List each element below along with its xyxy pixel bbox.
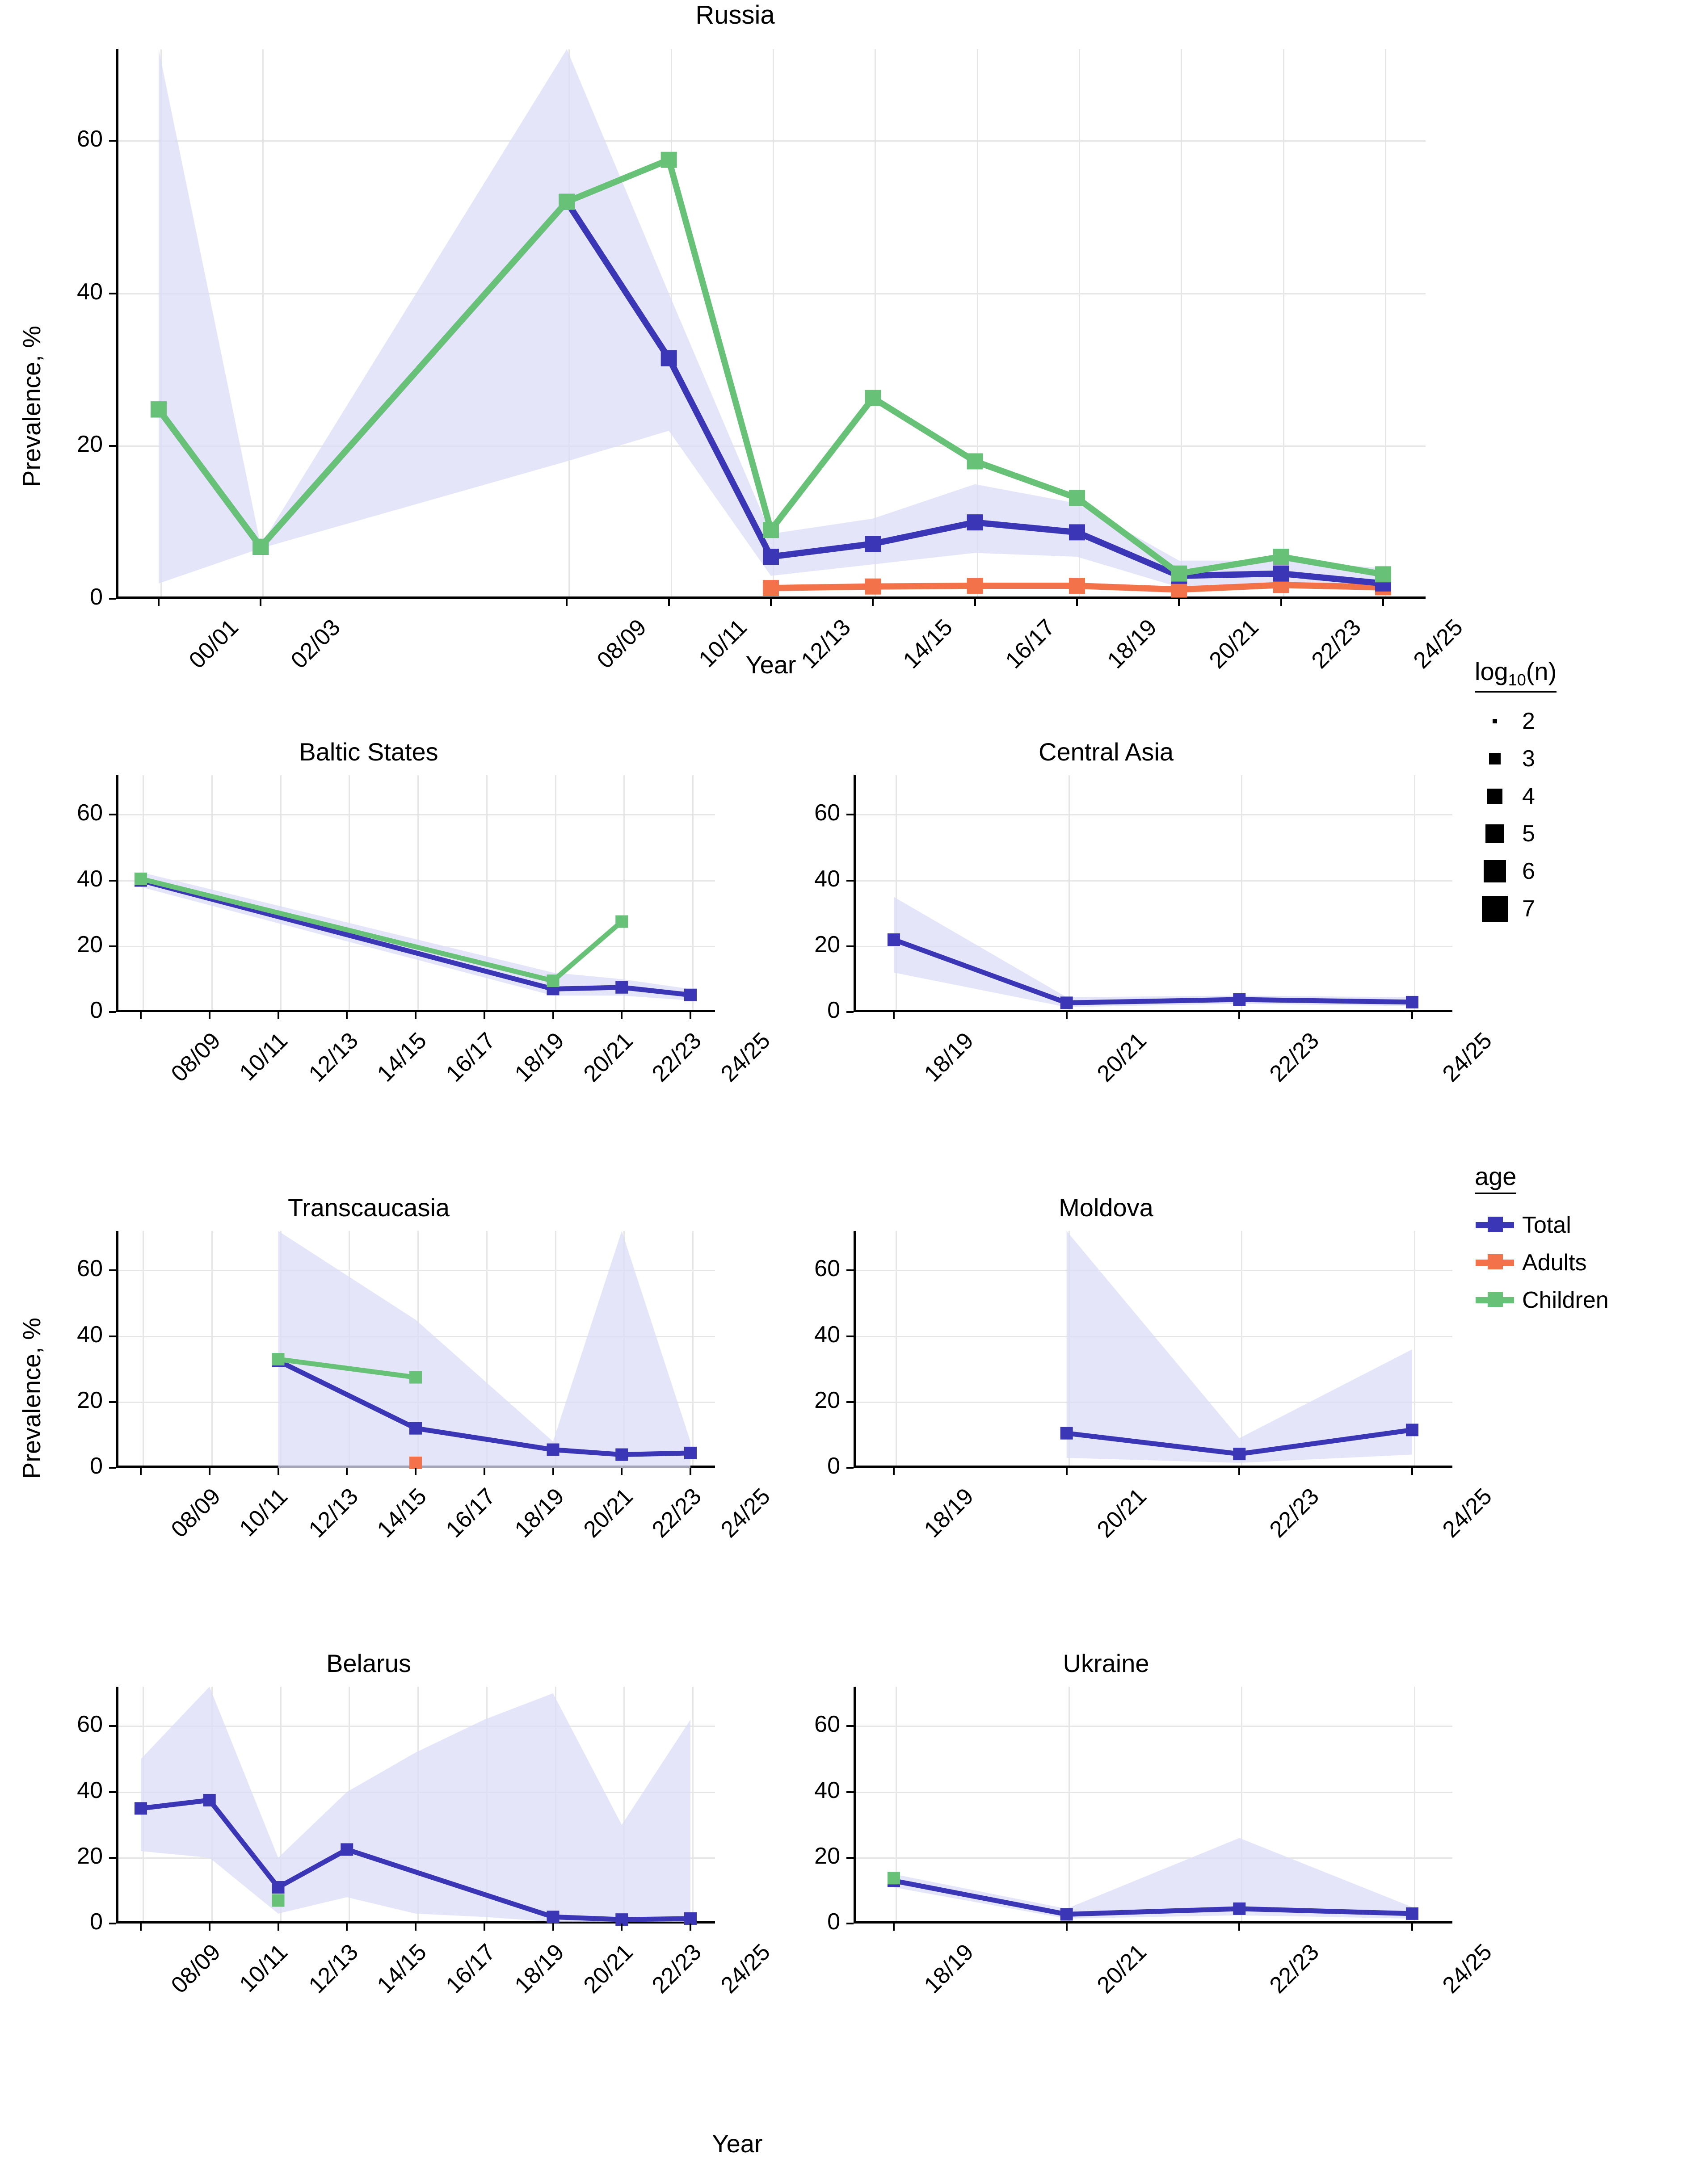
x-tick-label: 14/15 bbox=[372, 1483, 432, 1543]
x-tick bbox=[415, 1012, 416, 1019]
x-tick bbox=[893, 1468, 895, 1475]
x-axis-title-bottom: Year bbox=[712, 2129, 763, 2158]
x-tick bbox=[1238, 1924, 1240, 1931]
plot-overlay-transcaucasia bbox=[0, 1193, 737, 1582]
y-tick-label: 0 bbox=[827, 997, 840, 1023]
y-tick bbox=[109, 880, 116, 882]
y-tick bbox=[109, 1467, 116, 1469]
x-tick-label: 24/25 bbox=[1408, 614, 1468, 674]
y-tick-label: 20 bbox=[77, 1387, 103, 1413]
x-tick-label: 18/19 bbox=[509, 1483, 569, 1543]
x-tick-label: 24/25 bbox=[1437, 1939, 1497, 1999]
y-tick-label: 60 bbox=[77, 1256, 103, 1282]
x-tick-label: 24/25 bbox=[715, 1939, 775, 1999]
x-tick-label: 24/25 bbox=[1437, 1483, 1497, 1543]
size-swatch-icon bbox=[1475, 896, 1515, 922]
legend-size-label: 6 bbox=[1522, 858, 1535, 885]
x-tick-label: 08/09 bbox=[166, 1939, 226, 1999]
legend-age-item-adults[interactable] bbox=[1475, 1244, 1680, 1281]
x-tick bbox=[209, 1012, 210, 1019]
y-tick-label: 20 bbox=[77, 931, 103, 958]
x-tick bbox=[1178, 599, 1180, 606]
x-tick bbox=[1411, 1924, 1413, 1931]
y-tick bbox=[846, 814, 854, 815]
x-tick bbox=[278, 1468, 279, 1475]
y-tick-label: 40 bbox=[77, 278, 103, 305]
y-tick-label: 40 bbox=[77, 1777, 103, 1803]
x-tick bbox=[158, 599, 160, 606]
x-tick bbox=[1076, 599, 1078, 606]
y-tick bbox=[109, 945, 116, 947]
size-swatch-icon bbox=[1475, 753, 1515, 764]
y-tick bbox=[109, 598, 116, 600]
plot-overlay-ukraine bbox=[737, 1649, 1475, 2073]
x-tick bbox=[1382, 599, 1384, 606]
y-tick bbox=[109, 1923, 116, 1924]
y-tick-label: 60 bbox=[77, 1711, 103, 1738]
y-tick-label: 20 bbox=[77, 1843, 103, 1869]
x-tick-label: 18/19 bbox=[509, 1939, 569, 1999]
panel-title-moldova: Moldova bbox=[1059, 1193, 1153, 1222]
y-tick-label: 0 bbox=[90, 997, 103, 1023]
x-tick-label: 18/19 bbox=[919, 1939, 979, 1999]
x-tick-label: 18/19 bbox=[509, 1027, 569, 1087]
y-tick-label: 40 bbox=[814, 1321, 840, 1348]
x-tick-label: 12/13 bbox=[303, 1027, 363, 1087]
x-tick bbox=[552, 1468, 554, 1475]
x-tick bbox=[893, 1924, 895, 1931]
y-tick-label: 40 bbox=[77, 1321, 103, 1348]
y-axis-title-transcaucasia: Prevalence, % bbox=[17, 1317, 46, 1479]
y-tick-label: 40 bbox=[814, 865, 840, 892]
x-tick-label: 22/23 bbox=[1265, 1483, 1325, 1543]
x-tick-label: 20/21 bbox=[578, 1939, 638, 1999]
x-tick-label: 14/15 bbox=[898, 614, 958, 674]
x-tick-label: 14/15 bbox=[372, 1939, 432, 1999]
legend-size-label: 5 bbox=[1522, 821, 1535, 847]
x-tick bbox=[690, 1924, 691, 1931]
x-tick-label: 12/13 bbox=[796, 614, 856, 674]
y-tick-label: 60 bbox=[77, 126, 103, 152]
x-tick bbox=[1411, 1012, 1413, 1019]
x-tick-label: 10/11 bbox=[234, 1027, 293, 1086]
legend-size-label: 3 bbox=[1522, 746, 1535, 772]
x-tick-label: 16/17 bbox=[441, 1939, 501, 1999]
legend-size-item bbox=[1475, 702, 1680, 740]
x-tick-label: 20/21 bbox=[1092, 1027, 1152, 1087]
x-tick-label: 24/25 bbox=[1437, 1027, 1497, 1087]
x-tick bbox=[140, 1924, 142, 1931]
y-tick bbox=[109, 1269, 116, 1271]
x-tick-label: 10/11 bbox=[234, 1939, 293, 1998]
x-tick bbox=[346, 1468, 348, 1475]
x-tick-label: 22/23 bbox=[647, 1939, 707, 1999]
x-tick-label: 16/17 bbox=[1000, 614, 1060, 674]
x-tick bbox=[415, 1468, 416, 1475]
x-tick-label: 20/21 bbox=[578, 1483, 638, 1543]
y-tick bbox=[846, 1336, 854, 1337]
x-tick-label: 20/21 bbox=[578, 1027, 638, 1087]
x-tick bbox=[278, 1924, 279, 1931]
x-tick-label: 18/19 bbox=[919, 1483, 979, 1543]
size-swatch-icon bbox=[1475, 719, 1515, 723]
x-tick-label: 08/09 bbox=[592, 614, 652, 674]
panel-central-asia bbox=[737, 737, 1497, 1126]
x-tick bbox=[346, 1924, 348, 1931]
x-tick bbox=[140, 1468, 142, 1475]
y-tick bbox=[846, 1401, 854, 1403]
y-tick-label: 60 bbox=[77, 800, 103, 826]
y-tick bbox=[846, 880, 854, 882]
x-tick bbox=[1280, 599, 1282, 606]
x-tick-label: 10/11 bbox=[234, 1483, 293, 1542]
panel-russia bbox=[0, 0, 1470, 679]
panel-belarus bbox=[0, 1649, 775, 2073]
x-tick bbox=[209, 1468, 210, 1475]
legend-age bbox=[1475, 1162, 1680, 1319]
panel-title-central-asia: Central Asia bbox=[1039, 738, 1174, 766]
x-tick-label: 20/21 bbox=[1092, 1483, 1152, 1543]
y-tick bbox=[109, 814, 116, 815]
y-tick-label: 0 bbox=[90, 1453, 103, 1479]
legend-size-label: 2 bbox=[1522, 708, 1535, 735]
y-tick bbox=[109, 445, 116, 447]
plot-overlay-baltic bbox=[0, 737, 737, 1126]
legend-size-label: 4 bbox=[1522, 783, 1535, 810]
y-tick bbox=[109, 1857, 116, 1859]
y-tick bbox=[109, 1336, 116, 1337]
y-tick-label: 0 bbox=[827, 1453, 840, 1479]
x-tick-label: 18/19 bbox=[919, 1027, 979, 1087]
x-tick-label: 12/13 bbox=[303, 1483, 363, 1543]
y-tick bbox=[846, 1011, 854, 1013]
panel-transcaucasia bbox=[0, 1193, 775, 1582]
x-tick bbox=[1066, 1012, 1068, 1019]
legend-size-title: $\log_{10}(n)$ bbox=[1475, 657, 1557, 693]
x-tick bbox=[1066, 1468, 1068, 1475]
x-tick bbox=[415, 1924, 416, 1931]
y-tick-label: 60 bbox=[814, 800, 840, 826]
x-tick bbox=[872, 599, 874, 606]
x-tick bbox=[1066, 1924, 1068, 1931]
legend-age-label: Adults bbox=[1522, 1250, 1587, 1276]
legend-age-title: age bbox=[1475, 1162, 1516, 1194]
panel-title-baltic: Baltic States bbox=[299, 738, 438, 766]
x-tick bbox=[566, 599, 568, 606]
y-tick bbox=[846, 1791, 854, 1793]
panel-ukraine bbox=[737, 1649, 1497, 2073]
y-tick bbox=[846, 1725, 854, 1727]
y-tick-label: 60 bbox=[814, 1711, 840, 1738]
line-swatch-icon bbox=[1475, 1297, 1515, 1303]
x-tick-label: 24/25 bbox=[715, 1027, 775, 1087]
y-tick bbox=[846, 1923, 854, 1924]
x-tick bbox=[621, 1924, 623, 1931]
x-tick bbox=[1238, 1468, 1240, 1475]
x-tick bbox=[278, 1012, 279, 1019]
x-tick-label: 22/23 bbox=[1306, 614, 1366, 674]
legend-size-item bbox=[1475, 777, 1680, 815]
legend-size-item bbox=[1475, 815, 1680, 853]
x-tick-label: 20/21 bbox=[1092, 1939, 1152, 1999]
y-tick bbox=[846, 945, 854, 947]
size-swatch-icon bbox=[1475, 860, 1515, 882]
legend-size-item bbox=[1475, 890, 1680, 928]
y-tick bbox=[846, 1857, 854, 1859]
x-tick bbox=[346, 1012, 348, 1019]
legend-age-item-total[interactable] bbox=[1475, 1206, 1680, 1244]
legend-size-item bbox=[1475, 740, 1680, 777]
x-axis-title-russia: Year bbox=[745, 651, 796, 679]
x-tick-label: 18/19 bbox=[1102, 614, 1162, 674]
y-tick-label: 20 bbox=[814, 931, 840, 958]
x-tick bbox=[668, 599, 670, 606]
x-tick bbox=[260, 599, 261, 606]
x-tick bbox=[1238, 1012, 1240, 1019]
y-tick bbox=[109, 140, 116, 142]
x-tick-label: 22/23 bbox=[1265, 1027, 1325, 1087]
legend-age-label: Total bbox=[1522, 1212, 1571, 1238]
line-swatch-icon bbox=[1475, 1260, 1515, 1266]
y-tick-label: 0 bbox=[90, 1909, 103, 1935]
line-swatch-icon bbox=[1475, 1222, 1515, 1228]
size-swatch-icon bbox=[1475, 789, 1515, 804]
x-tick-label: 00/01 bbox=[184, 614, 244, 674]
legend-size bbox=[1475, 657, 1680, 928]
panel-title-russia: Russia bbox=[695, 0, 775, 29]
y-tick-label: 20 bbox=[814, 1843, 840, 1869]
x-tick bbox=[209, 1924, 210, 1931]
x-tick-label: 14/15 bbox=[372, 1027, 432, 1087]
x-tick-label: 02/03 bbox=[286, 614, 346, 674]
x-tick bbox=[140, 1012, 142, 1019]
x-tick bbox=[1411, 1468, 1413, 1475]
legend-age-label: Children bbox=[1522, 1287, 1609, 1313]
panel-moldova bbox=[737, 1193, 1497, 1582]
y-tick bbox=[109, 1725, 116, 1727]
x-tick bbox=[690, 1012, 691, 1019]
y-tick-label: 20 bbox=[814, 1387, 840, 1413]
panel-title-transcaucasia: Transcaucasia bbox=[287, 1193, 450, 1222]
x-tick bbox=[552, 1924, 554, 1931]
y-tick bbox=[109, 1011, 116, 1013]
y-tick bbox=[846, 1269, 854, 1271]
x-tick-label: 12/13 bbox=[303, 1939, 363, 1999]
x-tick-label: 22/23 bbox=[647, 1027, 707, 1087]
legend-age-item-children[interactable] bbox=[1475, 1281, 1680, 1319]
plot-overlay-russia bbox=[0, 0, 1470, 679]
x-tick-label: 22/23 bbox=[647, 1483, 707, 1543]
y-tick-label: 40 bbox=[77, 865, 103, 892]
y-tick-label: 60 bbox=[814, 1256, 840, 1282]
y-tick-label: 0 bbox=[90, 584, 103, 610]
x-tick bbox=[552, 1012, 554, 1019]
x-tick-label: 16/17 bbox=[441, 1483, 501, 1543]
x-tick-label: 16/17 bbox=[441, 1027, 501, 1087]
x-tick-label: 10/11 bbox=[694, 614, 752, 673]
panel-title-belarus: Belarus bbox=[326, 1649, 411, 1677]
x-tick-label: 08/09 bbox=[166, 1027, 226, 1087]
x-tick bbox=[484, 1012, 485, 1019]
y-tick-label: 40 bbox=[814, 1777, 840, 1803]
x-tick-label: 24/25 bbox=[715, 1483, 775, 1543]
panel-title-ukraine: Ukraine bbox=[1063, 1649, 1149, 1677]
legend-size-item bbox=[1475, 853, 1680, 890]
size-swatch-icon bbox=[1475, 824, 1515, 843]
legend-size-label: 7 bbox=[1522, 896, 1535, 922]
y-tick bbox=[109, 293, 116, 294]
y-tick-label: 20 bbox=[77, 431, 103, 458]
x-tick-label: 08/09 bbox=[166, 1483, 226, 1543]
plot-overlay-belarus bbox=[0, 1649, 737, 2073]
x-tick bbox=[690, 1468, 691, 1475]
y-tick bbox=[109, 1401, 116, 1403]
x-tick bbox=[621, 1468, 623, 1475]
x-tick bbox=[974, 599, 976, 606]
panel-baltic bbox=[0, 737, 775, 1126]
y-tick bbox=[846, 1467, 854, 1469]
x-tick bbox=[484, 1468, 485, 1475]
x-tick bbox=[770, 599, 772, 606]
x-tick bbox=[484, 1924, 485, 1931]
x-tick-label: 20/21 bbox=[1204, 614, 1264, 674]
x-tick-label: 22/23 bbox=[1265, 1939, 1325, 1999]
y-tick bbox=[109, 1791, 116, 1793]
x-tick bbox=[621, 1012, 623, 1019]
x-tick bbox=[893, 1012, 895, 1019]
y-axis-title-russia: Prevalence, % bbox=[17, 325, 46, 487]
y-tick-label: 0 bbox=[827, 1909, 840, 1935]
